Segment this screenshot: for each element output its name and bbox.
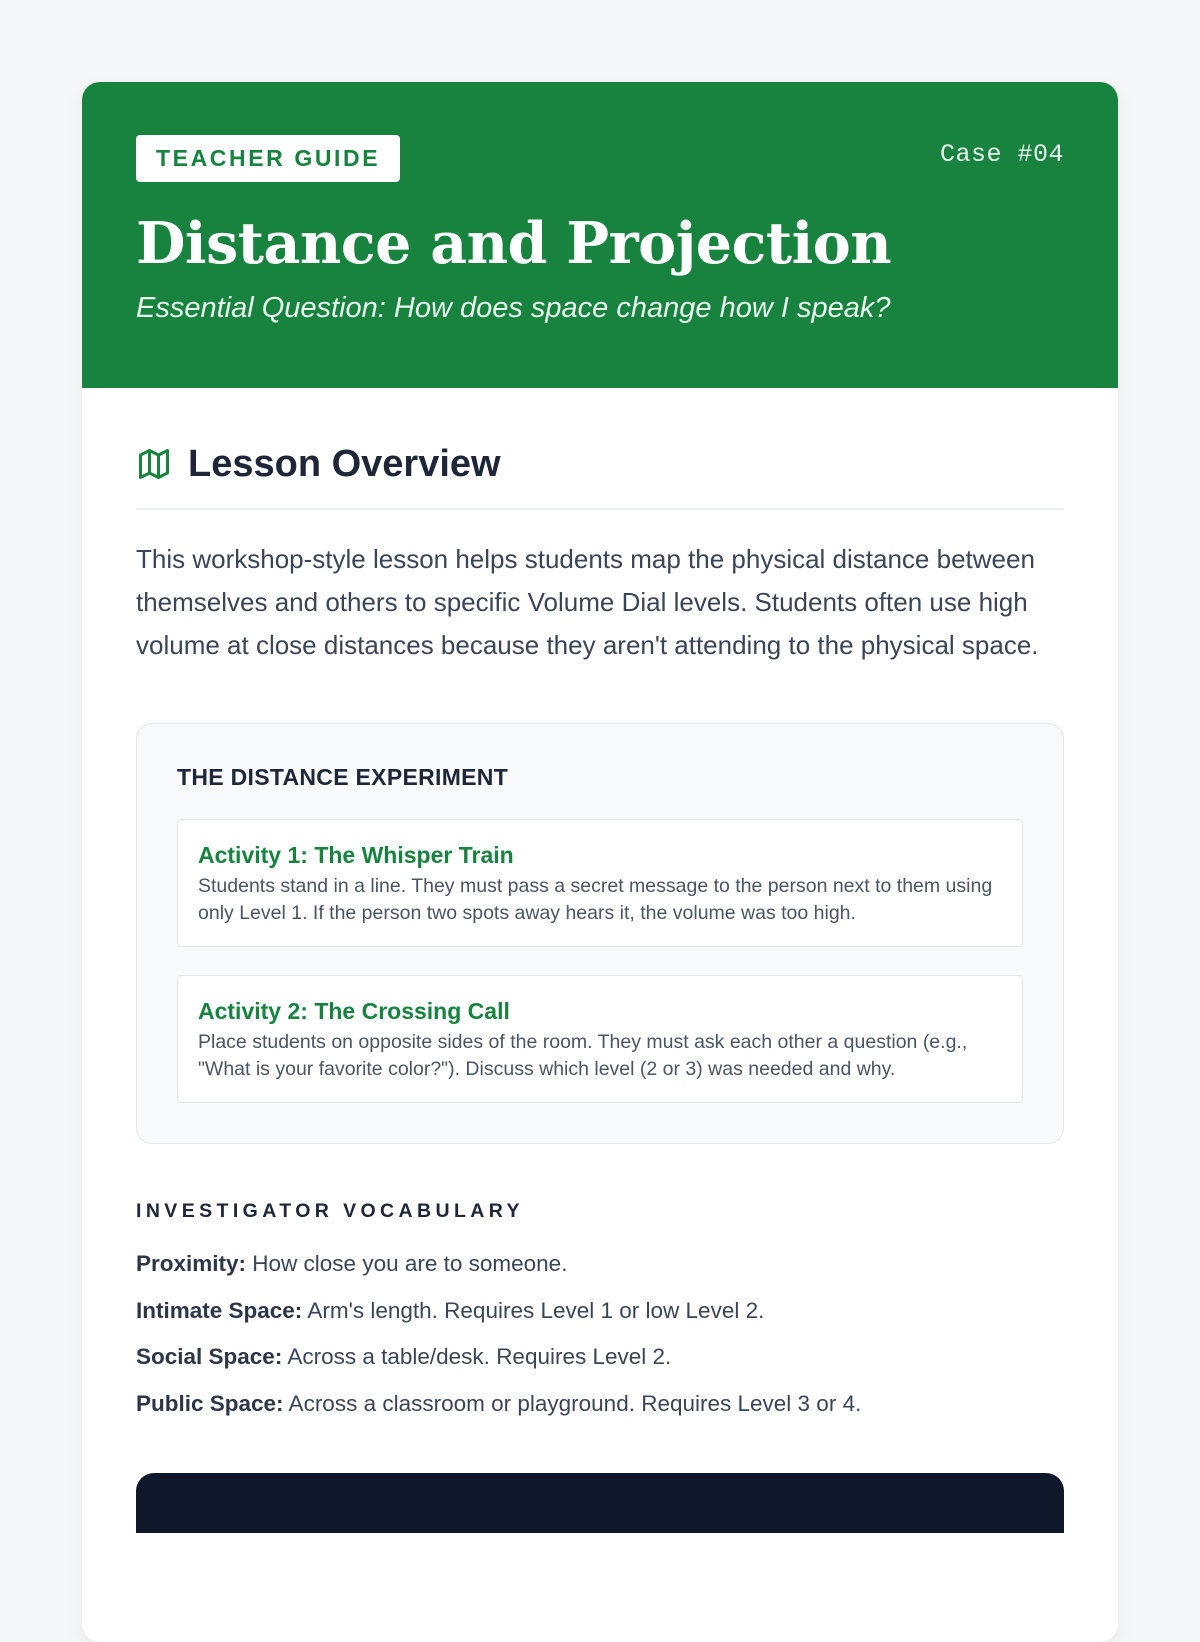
vocab-term: Proximity: — [136, 1251, 247, 1276]
essential-question: Essential Question: How does space change how I speak? — [136, 292, 891, 324]
vocab-item — [136, 1381, 1064, 1428]
case-number: Case #04 — [939, 140, 1064, 169]
vocab-term: Intimate Space: — [136, 1297, 303, 1323]
page-title: Distance and Projection — [136, 210, 892, 277]
overview-heading-row — [136, 388, 1064, 510]
teacher-guide-badge: TEACHER GUIDE — [136, 135, 400, 182]
vocab-definition: Across a table/desk. Requires Level 2. — [282, 1344, 672, 1369]
vocab-definition: How close you are to someone. — [246, 1251, 568, 1276]
vocab-term: Public Space: — [136, 1390, 284, 1416]
footer-panel — [136, 1473, 1064, 1533]
map-icon — [136, 446, 172, 482]
guide-body — [82, 388, 1118, 1533]
activity-card — [177, 975, 1023, 1103]
overview-heading: Lesson Overview — [188, 442, 501, 485]
overview-text: This workshop-style lesson helps students map the physical distance between themselves and others to specific Volume Dial levels. Students often use high volume at close distances because they aren't attending to the physical space. — [136, 544, 1039, 660]
activity-description: Place students on opposite sides of the room. They must ask each other a question (e.g., "What is your favorite color?"). Discuss which level (2 or 3) was needed and why. — [198, 1031, 968, 1080]
vocab-definition: Arm's length. Requires Level 1 or low Level 2. — [302, 1297, 765, 1323]
guide-header — [82, 82, 1118, 388]
vocabulary-section — [136, 1200, 1064, 1427]
vocab-item — [136, 1334, 1064, 1381]
activity-title: Activity 2: The Crossing Call — [198, 998, 510, 1024]
experiment-heading: THE DISTANCE EXPERIMENT — [177, 764, 509, 790]
activity-description: Students stand in a line. They must pass a secret message to the person next to them using only Level 1. If the person two spots away hears it, the volume was too high. — [198, 875, 993, 924]
vocab-item — [136, 1241, 1064, 1288]
activity-card — [177, 819, 1023, 947]
activity-title: Activity 1: The Whisper Train — [198, 842, 514, 868]
vocab-item — [136, 1288, 1064, 1335]
distance-experiment-panel — [136, 723, 1064, 1144]
vocab-definition: Across a classroom or playground. Requires Level 3 or 4. — [283, 1390, 862, 1416]
vocabulary-heading: INVESTIGATOR VOCABULARY — [136, 1200, 524, 1222]
vocab-term: Social Space: — [136, 1344, 283, 1369]
teacher-guide-card — [82, 82, 1118, 1642]
